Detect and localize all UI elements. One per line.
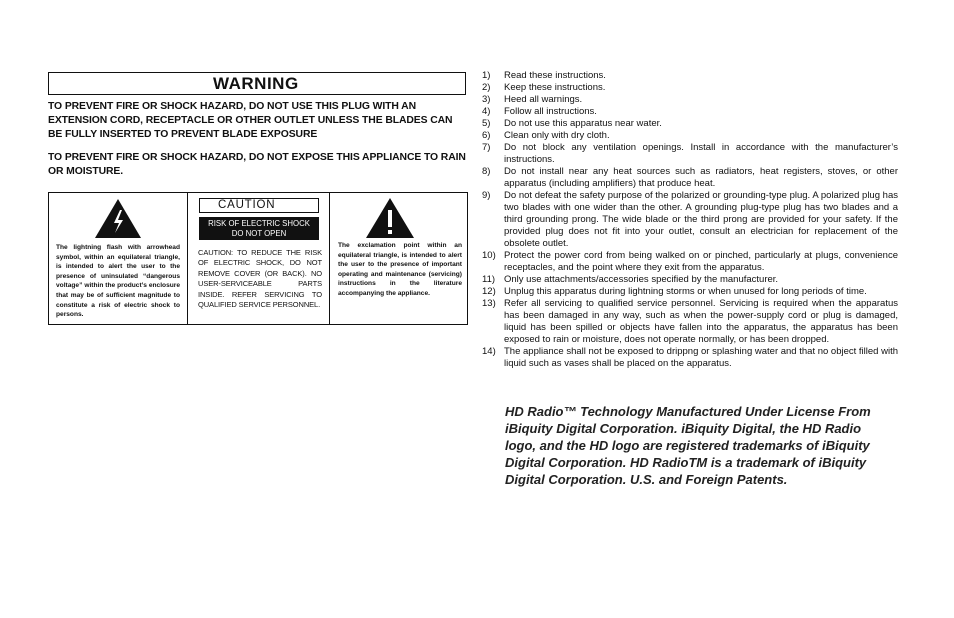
instruction-item	[482, 118, 898, 130]
instruction-item	[482, 82, 898, 94]
warning-box	[48, 72, 466, 95]
warning-title: WARNING	[213, 74, 299, 93]
caution-description: CAUTION: TO REDUCE THE RISK OF ELECTRIC SHOCK, DO NOT REMOVE COVER (OR BACK). NO USER-SERVICEABLE PARTS INSIDE. REFER SERVICING TO QUALIFIED SERVICE PERSONNEL.	[198, 248, 322, 310]
instruction-text: Heed all warnings.	[504, 94, 583, 105]
risk-line-1: RISK OF ELECTRIC SHOCK	[208, 219, 310, 228]
instruction-item	[482, 250, 898, 274]
safety-instructions-list	[482, 70, 898, 370]
warning-paragraph-moisture: TO PREVENT FIRE OR SHOCK HAZARD, DO NOT EXPOSE THIS APPLIANCE TO RAIN OR MOISTURE.	[48, 152, 466, 177]
instruction-number: 11)	[482, 274, 496, 285]
instruction-item	[482, 190, 898, 250]
exclamation-cell	[331, 193, 467, 324]
instruction-item	[482, 166, 898, 190]
instruction-number: 3)	[482, 94, 491, 105]
instruction-number: 4)	[482, 106, 491, 117]
instruction-number: 2)	[482, 82, 491, 93]
instruction-item	[482, 286, 898, 298]
instruction-item	[482, 346, 898, 370]
instruction-item	[482, 142, 898, 166]
instruction-text: Do not block any ventilation openings. Install in accordance with the manufacturer’s instructions.	[504, 142, 898, 165]
instruction-item	[482, 298, 898, 346]
instruction-text: Only use attachments/accessories specified by the manufacturer.	[504, 274, 779, 285]
exclamation-description: The exclamation point within an equilateral triangle, is intended to alert the user to the presence of important operating and maintenance (servicing) instructions in the literature accompanying the appliance.	[338, 242, 462, 297]
instruction-item	[482, 70, 898, 82]
instruction-text: The appliance shall not be exposed to drippng or splashing water and that no object filled with liquid such as vases shall be placed on the apparatus.	[504, 346, 898, 369]
instruction-text: Unplug this apparatus during lightning storms or when unused for long periods of time.	[504, 286, 867, 297]
instruction-number: 10)	[482, 250, 496, 261]
instruction-number: 7)	[482, 142, 491, 153]
warning-paragraph-plug: TO PREVENT FIRE OR SHOCK HAZARD, DO NOT USE THIS PLUG WITH AN EXTENSION CORD, RECEPTACLE OR OTHER OUTLET UNLESS THE BLADES CAN BE FULLY INSERTED TO PREVENT BLADE EXPOSURE	[48, 101, 453, 140]
instruction-number: 1)	[482, 70, 491, 81]
instruction-text: Do not use this apparatus near water.	[504, 118, 662, 129]
risk-line-2: DO NOT OPEN	[231, 229, 287, 238]
lightning-description: The lightning flash with arrowhead symbol, within an equilateral triangle, is intended to alert the user to the presence of uninsulated “dangerous voltage” within the product’s enclosure that may be of sufficient magnitude to constitute a risk of electric shock to persons.	[56, 244, 180, 319]
instruction-number: 9)	[482, 190, 491, 201]
risk-of-shock-box	[199, 217, 319, 240]
instruction-number: 5)	[482, 118, 491, 129]
instruction-number: 12)	[482, 286, 496, 297]
hd-radio-trademark-note: HD Radio™ Technology Manufactured Under License From iBiquity Digital Corporation. iBiquity Digital, the HD Radio logo, and the HD logo are registered trademarks of iBiquity Digital Corporation. HD RadioTM is a trademark of iBiquity Digital Corporation. U.S. and Foreign Patents.	[505, 404, 871, 487]
caution-label: CAUTION	[199, 198, 319, 213]
lightning-triangle-icon	[94, 198, 142, 239]
lightning-cell	[49, 193, 188, 324]
instruction-text: Follow all instructions.	[504, 106, 597, 117]
instruction-text: Do not defeat the safety purpose of the polarized or grounding-type plug. A polarized plug has two blades with one wider than the other. A grounding plug-type plug has two blades and a third grounding prong. The wide blade or the third prong are provided for your safety. If the provided plug does not fit into your outlet, consult an electrician for replacement of the obsolete outlet.	[504, 190, 898, 249]
instruction-number: 6)	[482, 130, 491, 141]
instruction-item	[482, 94, 898, 106]
instruction-text: Read these instructions.	[504, 70, 606, 81]
instruction-text: Refer all servicing to qualified service personnel. Servicing is required when the apparatus has been damaged in any way, such as when the power-supply cord or plug is damaged, liquid has been spilled or objects have fallen into the apparatus, the apparatus has been exposed to rain or moisture, does not operate normally, or has been dropped.	[504, 298, 898, 345]
instruction-item	[482, 130, 898, 142]
instruction-number: 14)	[482, 346, 496, 357]
instruction-text: Clean only with dry cloth.	[504, 130, 610, 141]
caution-cell	[188, 193, 330, 324]
instruction-item	[482, 106, 898, 118]
instruction-number: 8)	[482, 166, 491, 177]
instruction-text: Keep these instructions.	[504, 82, 606, 93]
instruction-text: Protect the power cord from being walked on or pinched, particularly at plugs, convenience receptacles, and the point where they exit from the apparatus.	[504, 250, 898, 273]
instruction-text: Do not install near any heat sources such as radiators, heat registers, stoves, or other apparatus (including amplifiers) that produce heat.	[504, 166, 898, 189]
instruction-item	[482, 274, 898, 286]
instruction-number: 13)	[482, 298, 496, 309]
exclamation-triangle-icon	[365, 197, 415, 239]
caution-table	[48, 192, 468, 325]
